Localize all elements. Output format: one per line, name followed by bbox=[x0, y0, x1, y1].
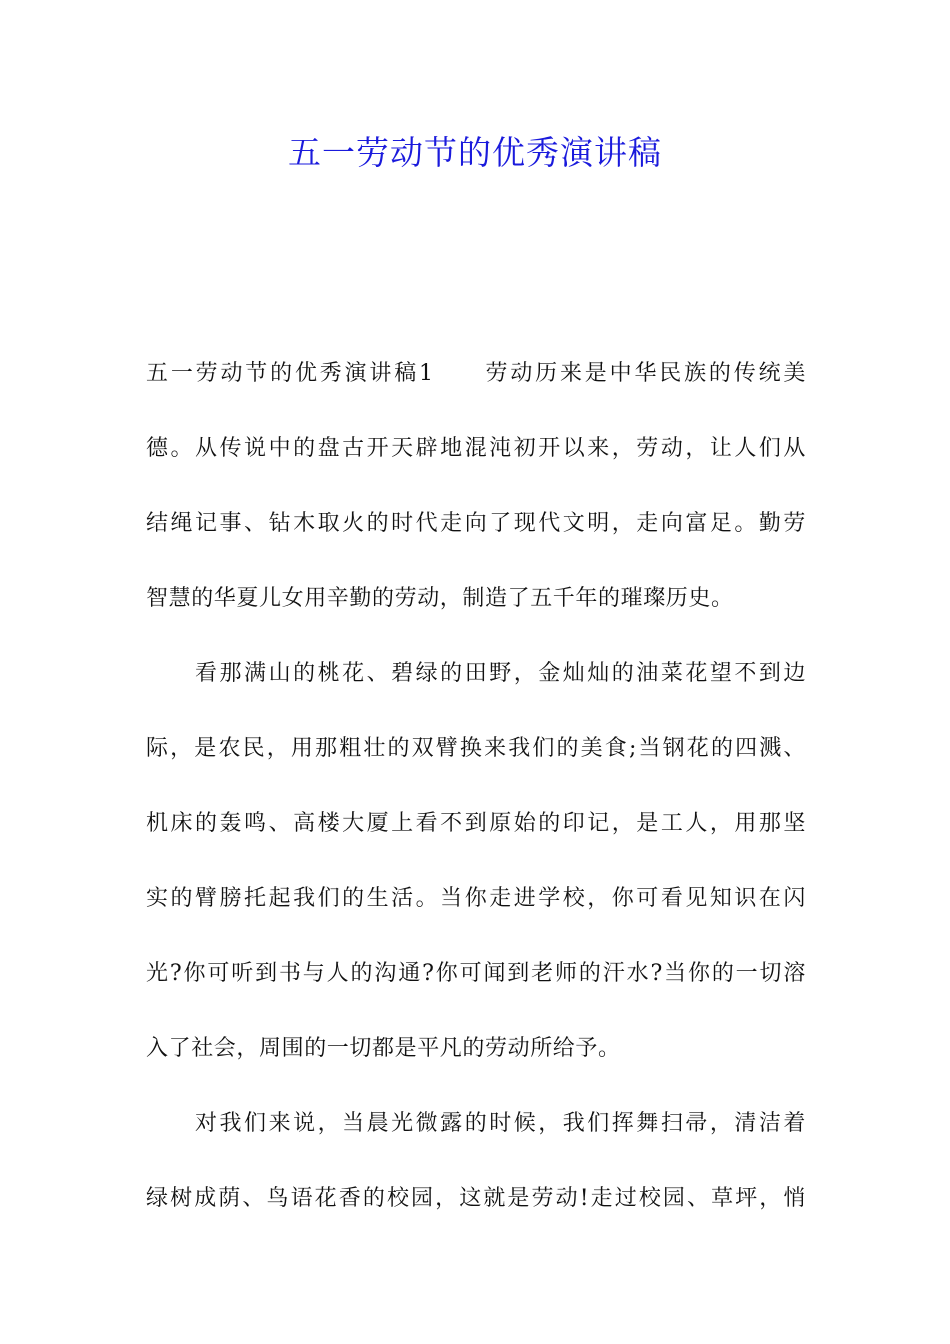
document-title: 五一劳动节的优秀演讲稿 bbox=[288, 133, 662, 172]
body-line: 五一劳动节的优秀演讲稿1 劳动历来是中华民族的传统美 bbox=[146, 361, 806, 386]
body-line: 智慧的华夏儿女用辛勤的劳动，制造了五千年的璀璨历史。 bbox=[146, 586, 734, 611]
body-line: 光?你可听到书与人的沟通?你可闻到老师的汗水?当你的一切溶 bbox=[146, 961, 806, 986]
body-line: 实的臂膀托起我们的生活。当你走进学校，你可看见知识在闪 bbox=[146, 886, 806, 911]
body-line: 绿树成荫、鸟语花香的校园，这就是劳动!走过校园、草坪，悄 bbox=[146, 1186, 806, 1211]
body-line: 对我们来说，当晨光微露的时候，我们挥舞扫帚，清洁着 bbox=[146, 1111, 806, 1136]
body-line: 德。从传说中的盘古开天辟地混沌初开以来，劳动，让人们从 bbox=[146, 436, 806, 461]
body-line: 机床的轰鸣、高楼大厦上看不到原始的印记，是工人，用那坚 bbox=[146, 811, 806, 836]
body-line: 看那满山的桃花、碧绿的田野，金灿灿的油菜花望不到边 bbox=[146, 661, 806, 686]
body-line: 结绳记事、钻木取火的时代走向了现代文明，走向富足。勤劳 bbox=[146, 511, 806, 536]
document-body bbox=[146, 336, 806, 1236]
body-line: 入了社会，周围的一切都是平凡的劳动所给予。 bbox=[146, 1036, 621, 1061]
body-line: 际，是农民，用那粗壮的双臂换来我们的美食;当钢花的四溅、 bbox=[146, 736, 806, 761]
